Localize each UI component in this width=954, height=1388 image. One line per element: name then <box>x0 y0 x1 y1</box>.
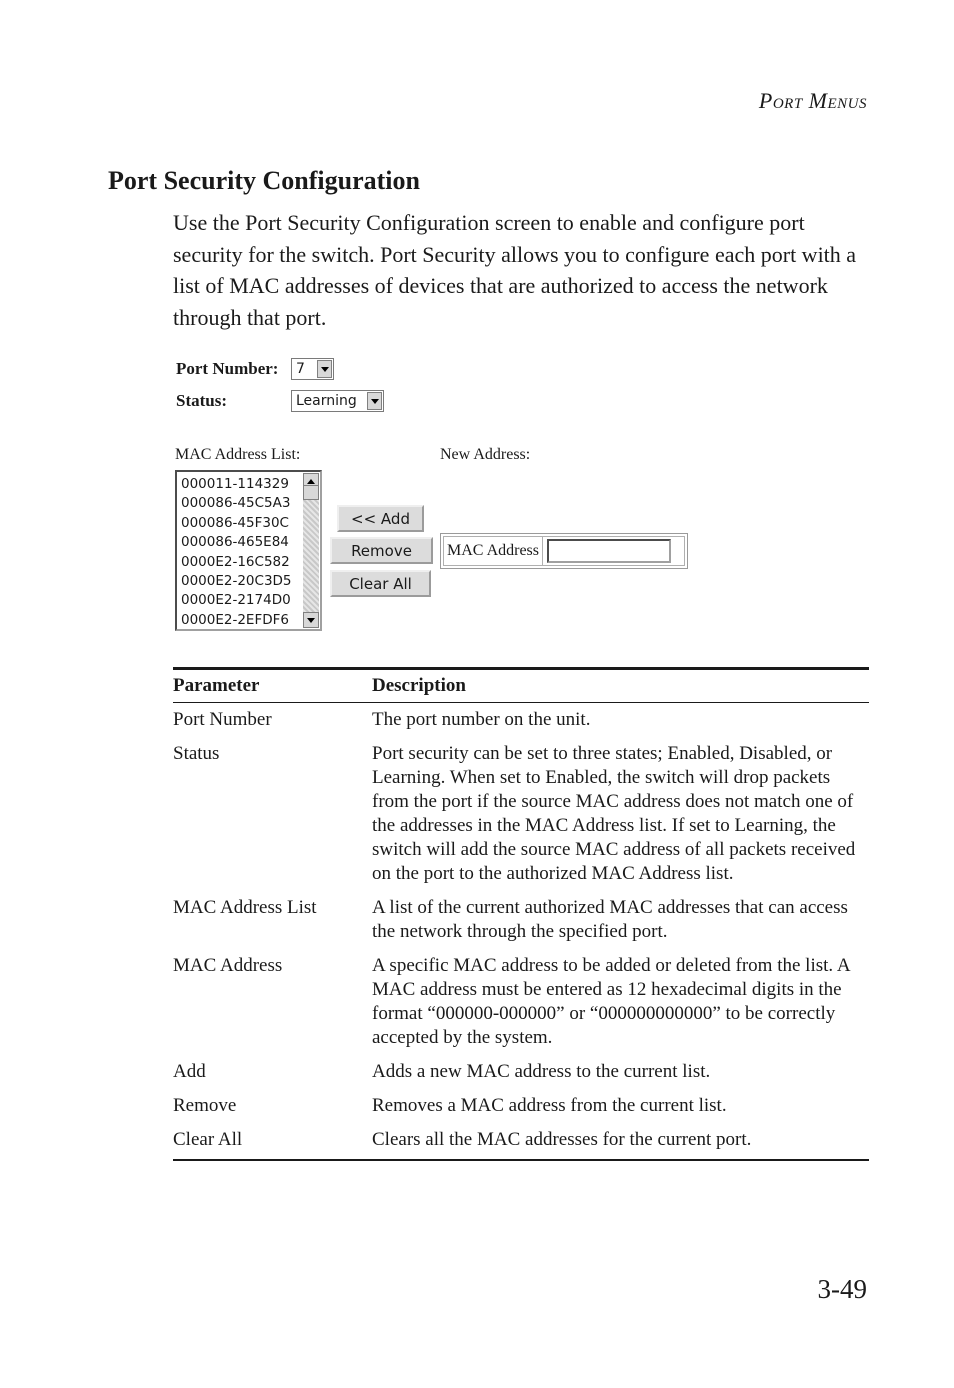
param-name: MAC Address <box>173 955 283 976</box>
param-description: Removes a MAC address from the current list. <box>372 1095 727 1116</box>
table-header-row <box>173 669 869 703</box>
mac-address-field-label: MAC Address <box>444 537 543 565</box>
intro-paragraph: Use the Port Security Configuration screen to enable and configure port security for the switch. Port Security allows you to configure each port with a list of MAC addresses of devices that are authorized to access the network through that port. <box>173 210 857 330</box>
chevron-down-icon[interactable] <box>317 360 332 378</box>
remove-button[interactable]: Remove <box>330 537 433 564</box>
running-head: Port Menus <box>758 88 867 113</box>
list-item[interactable]: 000086-465E84 <box>181 534 289 551</box>
new-address-box <box>440 533 688 569</box>
parameter-table <box>173 667 869 1161</box>
mac-list-label: MAC Address List: <box>175 446 301 463</box>
page-number: 3-49 <box>817 1274 867 1304</box>
param-name: Port Number <box>173 709 272 730</box>
header-description: Description <box>372 675 466 696</box>
param-name: Remove <box>173 1095 237 1116</box>
param-name: Status <box>173 743 220 764</box>
table-body <box>173 703 869 1161</box>
param-description: Adds a new MAC address to the current list. <box>372 1061 711 1082</box>
table-row <box>173 1125 869 1160</box>
port-number-select[interactable] <box>291 358 334 380</box>
section-title: Port Security Configuration <box>108 166 420 195</box>
port-number-value: 7 <box>296 361 305 377</box>
param-name: MAC Address List <box>173 897 317 918</box>
table-row <box>173 1091 869 1125</box>
table-row <box>173 951 869 1057</box>
list-item[interactable]: 000086-45C5A3 <box>181 495 291 512</box>
scroll-thumb[interactable] <box>303 485 319 500</box>
param-description: Clears all the MAC addresses for the current port. <box>372 1129 752 1150</box>
clear-all-button[interactable]: Clear All <box>330 570 431 597</box>
list-item[interactable]: 0000E2-2EFDF6 <box>181 611 289 628</box>
mac-address-listbox[interactable] <box>175 470 322 631</box>
listbox-scrollbar[interactable] <box>303 473 319 628</box>
list-item[interactable]: 0000E2-2174D0 <box>181 592 291 609</box>
mac-address-input[interactable] <box>547 539 671 563</box>
param-name: Clear All <box>173 1129 243 1150</box>
port-number-label: Port Number: <box>176 359 279 378</box>
list-item[interactable]: 000011-114329 <box>181 476 289 492</box>
status-select[interactable] <box>291 390 384 412</box>
table-row <box>173 739 869 893</box>
table-row <box>173 893 869 951</box>
param-name: Add <box>173 1061 206 1082</box>
add-button[interactable]: << Add <box>337 505 424 532</box>
new-address-label: New Address: <box>440 446 531 463</box>
status-label: Status: <box>176 391 228 410</box>
list-item[interactable]: 0000E2-20C3D5 <box>181 573 292 590</box>
table-row <box>173 703 869 740</box>
scroll-down-icon[interactable] <box>303 612 319 628</box>
table-row <box>173 1057 869 1091</box>
param-description: Port security can be set to three states; Enabled, Disabled, or Learning. When set to Enabled, the switch will drop packets from the port if the source MAC address does not match one of the addresses in the MAC Address list. If set to Learning, the switch will add the source MAC address of all packets received on the port to the authorized MAC Address list. <box>372 743 856 884</box>
param-description: A list of the current authorized MAC addresses that can access the network through the specified port. <box>372 897 848 942</box>
header-parameter: Parameter <box>173 675 260 696</box>
mac-address-list <box>177 472 320 630</box>
param-description: The port number on the unit. <box>372 709 591 730</box>
list-item[interactable]: 000086-45F30C <box>181 514 289 531</box>
status-value: Learning <box>296 393 357 409</box>
param-description: A specific MAC address to be added or deleted from the list. A MAC address must be entered as 12 hexadecimal digits in the format “000000-000000” or “000000000000” to be correctly accepted by the system. <box>372 955 850 1048</box>
chevron-down-icon[interactable] <box>367 392 382 410</box>
list-item[interactable]: 0000E2-16C582 <box>181 553 290 570</box>
